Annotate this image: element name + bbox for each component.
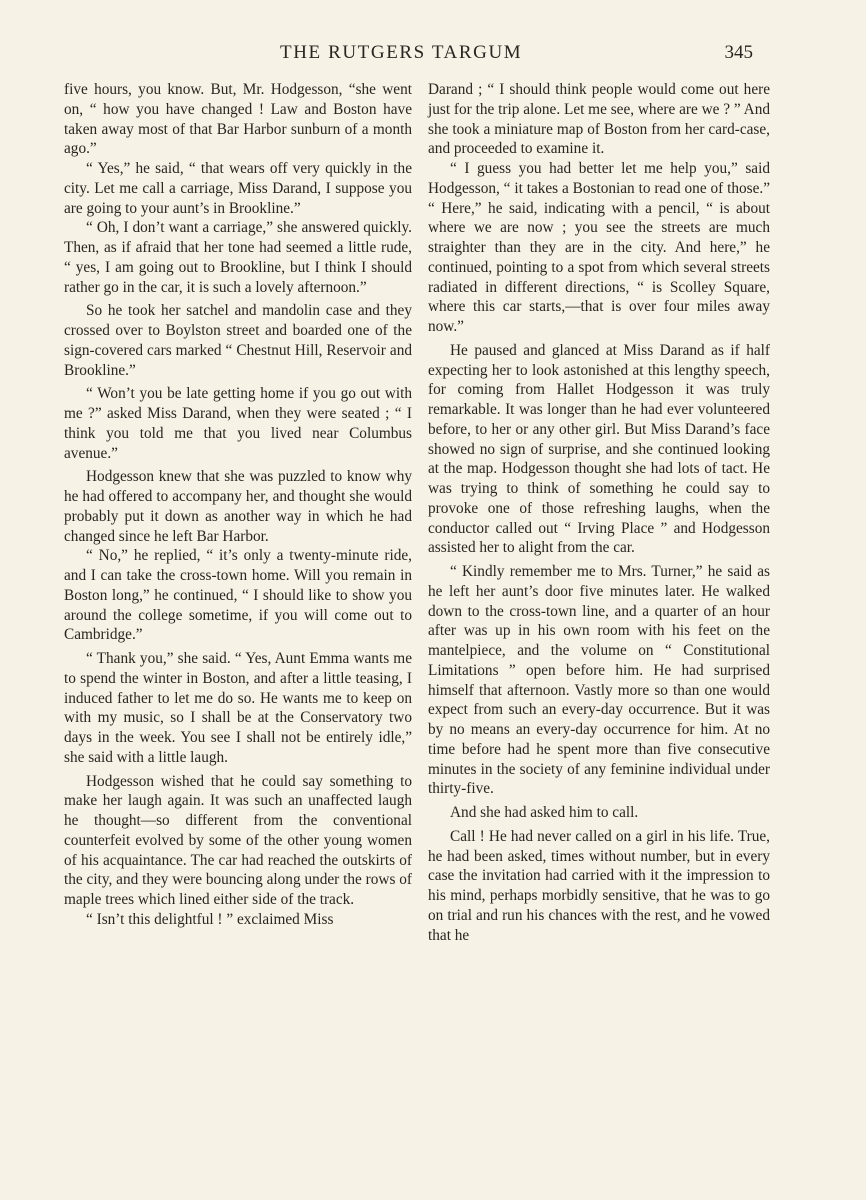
right-column xyxy=(428,80,770,945)
paragraph: “ Kindly remember me to Mrs. Turner,” he said as he left her aunt’s door five minutes later. He walked down to the cross-town line, and a quarter of an hour after was up in his own room with his feet on the mantelpiece, and the volume on “ Constitutional Limitations ” open before him. He had surprised himself that afternoon. Vastly more so than one would expect from such an every-day occurrence. But it was by no means an every-day occurrence for him. At no time before had he spent more than five consecutive minutes in the society of any feminine individual under thirty-five. xyxy=(428,563,770,798)
paragraph: Darand ; “ I should think people would come out here just for the trip alone. Let me see, where are we ? ” And she took a miniature map of Boston from her card-case, and proceeded to examine it. xyxy=(428,81,770,158)
paragraph: “ Oh, I don’t want a carriage,” she answered quickly. Then, as if afraid that her tone had seemed a little rude, “ yes, I am going out to Brookline, but I think I should rather go in the car, it is such a lovely afternoon.” xyxy=(64,219,412,296)
paragraph: And she had asked him to call. xyxy=(450,804,639,821)
paragraph: Hodgesson knew that she was puzzled to know why he had offered to accompany her, and thought she would probably put it down as another way in which he had changed since he left Bar Harbor. xyxy=(64,468,412,545)
page-header xyxy=(0,42,866,72)
paragraph: “ Thank you,” she said. “ Yes, Aunt Emma wants me to spend the winter in Boston, and after a little teasing, I induced father to let me do so. He wants me to keep on with my music, so I shall be at the Conservatory two days in the week. You see I shall not be entirely idle,” she said with a little laugh. xyxy=(64,650,412,766)
page-number: 345 xyxy=(724,42,753,63)
paragraph: “ I guess you had better let me help you,” said Hodgesson, “ it takes a Bostonian to read one of those.” “ Here,” he said, indicating with a pencil, “ is about where we are now ; you see the streets are much straighter than they are in the city. And here,” he continued, pointing to a spot from which several streets radiated in different directions, “ is Scolley Square, where this car starts,—that is over four miles away now.” xyxy=(428,160,770,335)
running-title: THE RUTGERS TARGUM xyxy=(280,42,523,63)
paragraph: Hodgesson wished that he could say something to make her laugh again. It was such an unaffected laugh he thought—so different from the conventional counterfeit evolved by some of the other young women of his acquaintance. The car had reached the outskirts of the city, and they were bouncing along under the rows of maple trees which lined either side of the track. xyxy=(64,772,412,908)
paragraph: Call ! He had never called on a girl in his life. True, he had been asked, times without number, but in every case the invitation had carried with it the impression to his mind, perhaps morbidly sensitive, that he was to go on trial and run his chances with the rest, and he vowed that he xyxy=(428,827,770,944)
paragraph: “ No,” he replied, “ it’s only a twenty-minute ride, and I can take the cross-town home. Will you remain in Boston long,” he continued, “ I should like to show you around the college sometime, if you will come out to Cambridge.” xyxy=(64,547,412,644)
paragraph: He paused and glanced at Miss Darand as if half expecting her to look astonished at this lengthy speech, for coming from Hallet Hodgesson it was truly remarkable. It was longer than he had ever volunteered before, to her or any other girl. But Miss Darand’s face showed no sign of surprise, and she continued looking at the map. Hodgesson thought she had lots of tact. He was trying to think of something he could say to provoke one of those refreshing laughs, when the conductor called out “ Irving Place ” and Hodgesson assisted her to alight from the car. xyxy=(428,341,770,557)
paragraph: So he took her satchel and mandolin case and they crossed over to Boylston street and boarded one of the sign-covered cars marked “ Chestnut Hill, Reservoir and Brookline.” xyxy=(64,302,412,379)
left-column xyxy=(64,80,412,930)
paragraph: “ Won’t you be late getting home if you go out with me ?” asked Miss Darand, when they were seated ; “ I think you told me that you lived near Columbus avenue.” xyxy=(64,385,412,462)
paragraph: “ Isn’t this delightful ! ” exclaimed Miss xyxy=(86,910,334,928)
paragraph: “ Yes,” he said, “ that wears off very quickly in the city. Let me call a carriage, Miss Darand, I suppose you are going to your aunt’s in Brookline.” xyxy=(64,160,412,217)
paragraph: five hours, you know. But, Mr. Hodgesson, “she went on, “ how you have changed ! Law and Boston have taken away most of that Bar Harbor sunburn of a month ago.” xyxy=(64,81,412,158)
